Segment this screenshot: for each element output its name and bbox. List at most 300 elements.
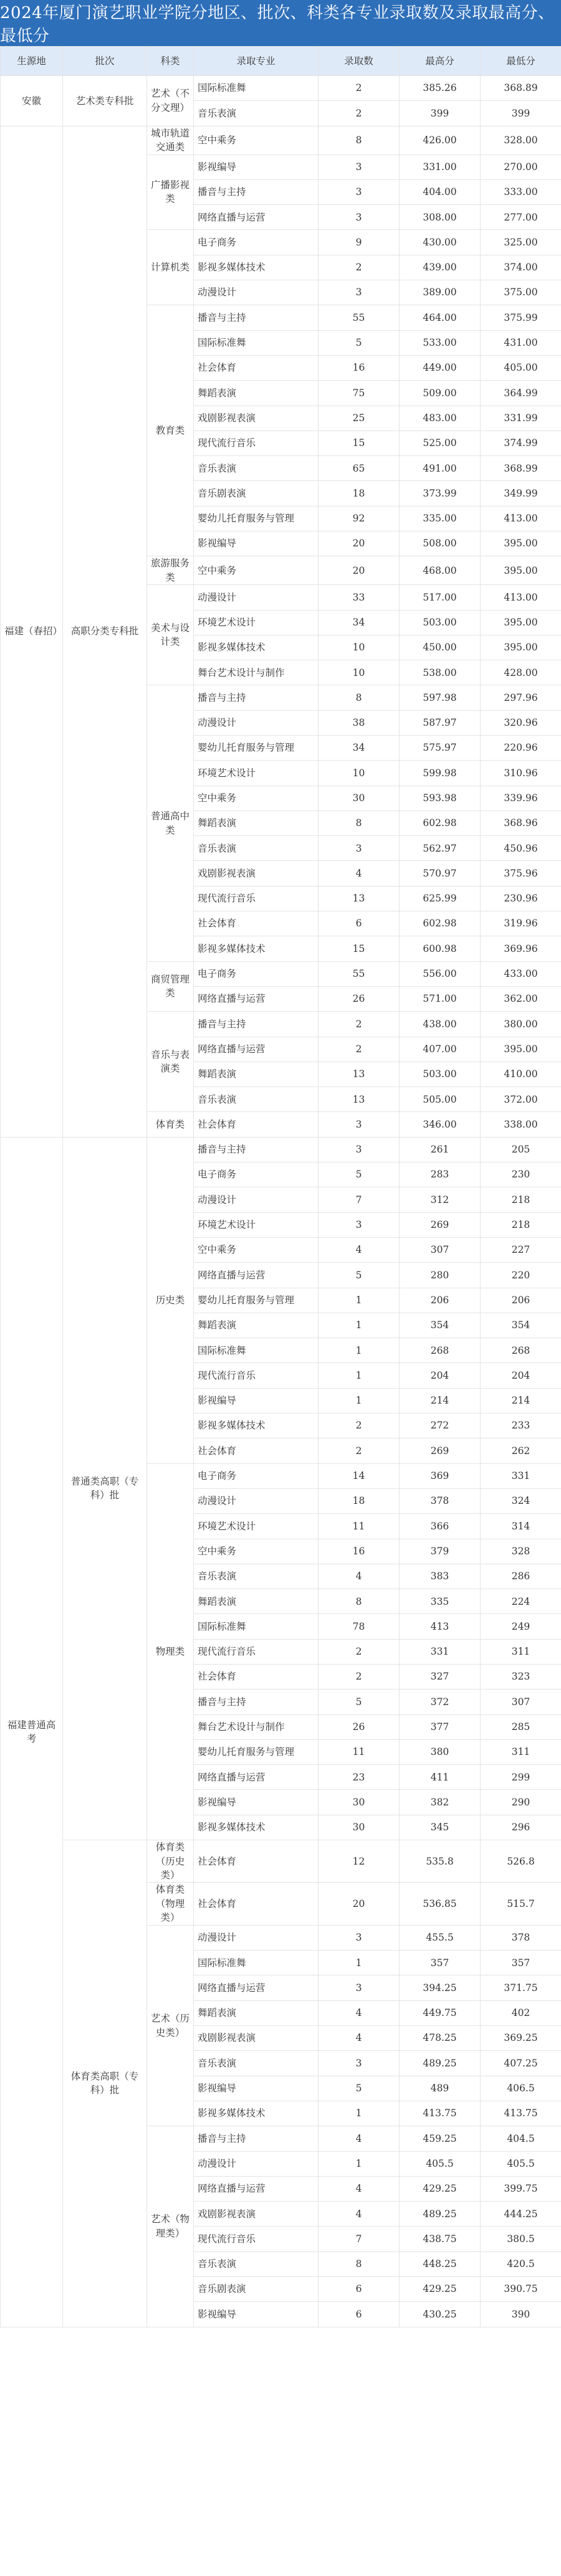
min-score-cell: 395.00 <box>481 556 561 585</box>
min-score-cell: 220 <box>481 1263 561 1288</box>
max-score-cell: 448.25 <box>400 2251 481 2276</box>
count-cell: 1 <box>319 1338 400 1363</box>
major-cell: 音乐剧表演 <box>194 481 319 506</box>
count-cell: 2 <box>319 101 400 126</box>
major-cell: 现代流行音乐 <box>194 1639 319 1664</box>
max-score-cell: 430.25 <box>400 2302 481 2327</box>
count-cell: 30 <box>319 1815 400 1840</box>
max-score-cell: 575.97 <box>400 736 481 761</box>
min-score-cell: 262 <box>481 1438 561 1463</box>
major-cell: 戏剧影视表演 <box>194 2202 319 2227</box>
max-score-cell: 449.00 <box>400 355 481 380</box>
count-cell: 78 <box>319 1614 400 1639</box>
major-cell: 音乐表演 <box>194 836 319 861</box>
min-score-cell: 230.96 <box>481 886 561 911</box>
major-cell: 音乐表演 <box>194 2251 319 2276</box>
major-cell: 戏剧影视表演 <box>194 2026 319 2051</box>
count-cell: 6 <box>319 2277 400 2302</box>
major-cell: 舞蹈表演 <box>194 1062 319 1086</box>
table-row <box>1 76 561 101</box>
min-score-cell: 380.00 <box>481 1012 561 1037</box>
max-score-cell: 602.98 <box>400 810 481 835</box>
major-cell: 空中乘务 <box>194 1539 319 1564</box>
count-cell: 1 <box>319 1951 400 1975</box>
min-score-cell: 270.00 <box>481 154 561 179</box>
min-score-cell: 406.5 <box>481 2076 561 2101</box>
category-cell: 历史类 <box>147 1137 194 1463</box>
max-score-cell: 538.00 <box>400 660 481 685</box>
category-cell: 体育类（历史类） <box>147 1840 194 1883</box>
count-cell: 4 <box>319 2176 400 2201</box>
min-score-cell: 375.96 <box>481 861 561 886</box>
min-score-cell: 325.00 <box>481 230 561 255</box>
major-cell: 舞蹈表演 <box>194 1313 319 1338</box>
min-score-cell: 339.96 <box>481 786 561 810</box>
max-score-cell: 508.00 <box>400 531 481 556</box>
count-cell: 3 <box>319 1137 400 1162</box>
count-cell: 33 <box>319 585 400 610</box>
count-cell: 8 <box>319 1589 400 1614</box>
max-score-cell: 327 <box>400 1664 481 1689</box>
min-score-cell: 354 <box>481 1313 561 1338</box>
max-score-cell: 383 <box>400 1564 481 1589</box>
major-cell: 动漫设计 <box>194 1187 319 1212</box>
major-cell: 影视编导 <box>194 531 319 556</box>
col-header-major: 录取专业 <box>194 47 319 76</box>
major-cell: 现代流行音乐 <box>194 1363 319 1388</box>
min-score-cell: 450.96 <box>481 836 561 861</box>
major-cell: 环境艺术设计 <box>194 610 319 635</box>
count-cell: 14 <box>319 1463 400 1488</box>
min-score-cell: 362.00 <box>481 986 561 1011</box>
min-score-cell: 413.75 <box>481 2101 561 2126</box>
max-score-cell: 426.00 <box>400 126 481 154</box>
min-score-cell: 285 <box>481 1714 561 1739</box>
major-cell: 动漫设计 <box>194 585 319 610</box>
major-cell: 动漫设计 <box>194 1925 319 1950</box>
count-cell: 2 <box>319 1664 400 1689</box>
major-cell: 现代流行音乐 <box>194 2227 319 2251</box>
major-cell: 网络直播与运营 <box>194 1975 319 2000</box>
count-cell: 3 <box>319 1112 400 1137</box>
col-header-region: 生源地 <box>1 47 63 76</box>
category-cell: 广播影视类 <box>147 154 194 230</box>
major-cell: 播音与主持 <box>194 179 319 204</box>
major-cell: 空中乘务 <box>194 1237 319 1262</box>
category-cell: 体育类 <box>147 1112 194 1137</box>
max-score-cell: 450.00 <box>400 635 481 660</box>
max-score-cell: 503.00 <box>400 1062 481 1086</box>
min-score-cell: 320.96 <box>481 710 561 735</box>
max-score-cell: 455.5 <box>400 1925 481 1950</box>
min-score-cell: 395.00 <box>481 610 561 635</box>
min-score-cell: 402 <box>481 2000 561 2025</box>
category-cell: 美术与设计类 <box>147 585 194 685</box>
region-cell: 安徽 <box>1 76 63 126</box>
major-cell: 国际标准舞 <box>194 1614 319 1639</box>
max-score-cell: 468.00 <box>400 556 481 585</box>
count-cell: 16 <box>319 1539 400 1564</box>
count-cell: 12 <box>319 1840 400 1883</box>
max-score-cell: 413 <box>400 1614 481 1639</box>
max-score-cell: 525.00 <box>400 430 481 455</box>
max-score-cell: 429.25 <box>400 2176 481 2201</box>
min-score-cell: 331.99 <box>481 406 561 430</box>
min-score-cell: 296 <box>481 1815 561 1840</box>
count-cell: 26 <box>319 986 400 1011</box>
count-cell: 3 <box>319 205 400 230</box>
category-cell: 体育类（物理类） <box>147 1883 194 1925</box>
count-cell: 38 <box>319 710 400 735</box>
max-score-cell: 459.25 <box>400 2126 481 2151</box>
max-score-cell: 562.97 <box>400 836 481 861</box>
major-cell: 环境艺术设计 <box>194 1514 319 1539</box>
page-title: 2024年厦门演艺职业学院分地区、批次、科类各专业录取数及录取最高分、最低分 <box>0 0 561 46</box>
max-score-cell: 535.8 <box>400 1840 481 1883</box>
major-cell: 影视多媒体技术 <box>194 255 319 280</box>
major-cell: 社会体育 <box>194 1438 319 1463</box>
major-cell: 现代流行音乐 <box>194 430 319 455</box>
count-cell: 11 <box>319 1739 400 1764</box>
min-score-cell: 433.00 <box>481 961 561 986</box>
major-cell: 动漫设计 <box>194 280 319 305</box>
max-score-cell: 430.00 <box>400 230 481 255</box>
major-cell: 网络直播与运营 <box>194 2176 319 2201</box>
max-score-cell: 345 <box>400 1815 481 1840</box>
count-cell: 92 <box>319 506 400 531</box>
count-cell: 3 <box>319 1925 400 1950</box>
min-score-cell: 224 <box>481 1589 561 1614</box>
min-score-cell: 314 <box>481 1514 561 1539</box>
count-cell: 7 <box>319 1187 400 1212</box>
major-cell: 电子商务 <box>194 230 319 255</box>
major-cell: 网络直播与运营 <box>194 986 319 1011</box>
count-cell: 16 <box>319 355 400 380</box>
major-cell: 社会体育 <box>194 1664 319 1689</box>
min-score-cell: 420.5 <box>481 2251 561 2276</box>
major-cell: 播音与主持 <box>194 685 319 710</box>
count-cell: 55 <box>319 961 400 986</box>
table-body <box>1 76 561 2327</box>
major-cell: 舞台艺术设计与制作 <box>194 660 319 685</box>
min-score-cell: 230 <box>481 1162 561 1187</box>
major-cell: 社会体育 <box>194 1840 319 1883</box>
major-cell: 影视编导 <box>194 154 319 179</box>
max-score-cell: 438.00 <box>400 1012 481 1037</box>
major-cell: 社会体育 <box>194 1883 319 1925</box>
major-cell: 影视编导 <box>194 2076 319 2101</box>
count-cell: 4 <box>319 861 400 886</box>
max-score-cell: 571.00 <box>400 986 481 1011</box>
count-cell: 10 <box>319 761 400 786</box>
max-score-cell: 464.00 <box>400 305 481 330</box>
min-score-cell: 214 <box>481 1388 561 1413</box>
min-score-cell: 369.25 <box>481 2026 561 2051</box>
major-cell: 音乐表演 <box>194 2051 319 2076</box>
count-cell: 18 <box>319 481 400 506</box>
max-score-cell: 214 <box>400 1388 481 1413</box>
max-score-cell: 491.00 <box>400 456 481 481</box>
min-score-cell: 404.5 <box>481 2126 561 2151</box>
batch-cell: 艺术类专科批 <box>63 76 147 126</box>
major-cell: 国际标准舞 <box>194 330 319 355</box>
count-cell: 2 <box>319 1414 400 1438</box>
count-cell: 5 <box>319 330 400 355</box>
count-cell: 1 <box>319 1313 400 1338</box>
count-cell: 4 <box>319 2126 400 2151</box>
min-score-cell: 431.00 <box>481 330 561 355</box>
min-score-cell: 307 <box>481 1690 561 1714</box>
max-score-cell: 438.75 <box>400 2227 481 2251</box>
major-cell: 动漫设计 <box>194 710 319 735</box>
major-cell: 影视编导 <box>194 2302 319 2327</box>
min-score-cell: 338.00 <box>481 1112 561 1137</box>
category-cell: 商贸管理类 <box>147 961 194 1012</box>
major-cell: 影视多媒体技术 <box>194 936 319 961</box>
major-cell: 影视多媒体技术 <box>194 2101 319 2126</box>
count-cell: 3 <box>319 1975 400 2000</box>
major-cell: 国际标准舞 <box>194 76 319 101</box>
min-score-cell: 328 <box>481 1539 561 1564</box>
count-cell: 30 <box>319 1790 400 1815</box>
major-cell: 国际标准舞 <box>194 1338 319 1363</box>
count-cell: 8 <box>319 126 400 154</box>
min-score-cell: 407.25 <box>481 2051 561 2076</box>
major-cell: 婴幼儿托育服务与管理 <box>194 1739 319 1764</box>
min-score-cell: 413.00 <box>481 585 561 610</box>
min-score-cell: 368.89 <box>481 76 561 101</box>
count-cell: 5 <box>319 1263 400 1288</box>
min-score-cell: 299 <box>481 1765 561 1790</box>
major-cell: 网络直播与运营 <box>194 1263 319 1288</box>
major-cell: 音乐表演 <box>194 101 319 126</box>
col-header-max-score: 最高分 <box>400 47 481 76</box>
count-cell: 8 <box>319 685 400 710</box>
count-cell: 2 <box>319 1639 400 1664</box>
major-cell: 播音与主持 <box>194 1137 319 1162</box>
major-cell: 婴幼儿托育服务与管理 <box>194 1288 319 1313</box>
count-cell: 1 <box>319 2101 400 2126</box>
category-cell: 艺术（物理类） <box>147 2126 194 2327</box>
max-score-cell: 489.25 <box>400 2202 481 2227</box>
category-cell: 物理类 <box>147 1463 194 1840</box>
max-score-cell: 587.97 <box>400 710 481 735</box>
max-score-cell: 308.00 <box>400 205 481 230</box>
count-cell: 5 <box>319 1162 400 1187</box>
max-score-cell: 413.75 <box>400 2101 481 2126</box>
max-score-cell: 570.97 <box>400 861 481 886</box>
count-cell: 7 <box>319 2227 400 2251</box>
max-score-cell: 405.5 <box>400 2151 481 2176</box>
count-cell: 13 <box>319 1062 400 1086</box>
table-row <box>1 1840 561 1883</box>
major-cell: 动漫设计 <box>194 2151 319 2176</box>
count-cell: 9 <box>319 230 400 255</box>
major-cell: 婴幼儿托育服务与管理 <box>194 506 319 531</box>
count-cell: 65 <box>319 456 400 481</box>
min-score-cell: 364.99 <box>481 381 561 406</box>
major-cell: 影视编导 <box>194 1388 319 1413</box>
min-score-cell: 204 <box>481 1363 561 1388</box>
max-score-cell: 593.98 <box>400 786 481 810</box>
min-score-cell: 374.99 <box>481 430 561 455</box>
count-cell: 3 <box>319 154 400 179</box>
min-score-cell: 526.8 <box>481 1840 561 1883</box>
category-cell: 艺术（历史类） <box>147 1925 194 2126</box>
major-cell: 音乐表演 <box>194 1564 319 1589</box>
col-header-min-score: 最低分 <box>481 47 561 76</box>
major-cell: 空中乘务 <box>194 556 319 585</box>
max-score-cell: 372 <box>400 1690 481 1714</box>
max-score-cell: 378 <box>400 1488 481 1513</box>
max-score-cell: 439.00 <box>400 255 481 280</box>
min-score-cell: 399 <box>481 101 561 126</box>
min-score-cell: 205 <box>481 1137 561 1162</box>
count-cell: 8 <box>319 2251 400 2276</box>
count-cell: 13 <box>319 1087 400 1112</box>
col-header-batch: 批次 <box>63 47 147 76</box>
min-score-cell: 310.96 <box>481 761 561 786</box>
count-cell: 8 <box>319 810 400 835</box>
min-score-cell: 368.99 <box>481 456 561 481</box>
max-score-cell: 373.99 <box>400 481 481 506</box>
max-score-cell: 599.98 <box>400 761 481 786</box>
count-cell: 18 <box>319 1488 400 1513</box>
count-cell: 75 <box>319 381 400 406</box>
count-cell: 26 <box>319 1714 400 1739</box>
min-score-cell: 311 <box>481 1639 561 1664</box>
min-score-cell: 220.96 <box>481 736 561 761</box>
major-cell: 影视多媒体技术 <box>194 1815 319 1840</box>
max-score-cell: 503.00 <box>400 610 481 635</box>
min-score-cell: 206 <box>481 1288 561 1313</box>
count-cell: 2 <box>319 255 400 280</box>
min-score-cell: 444.25 <box>481 2202 561 2227</box>
major-cell: 社会体育 <box>194 911 319 936</box>
max-score-cell: 357 <box>400 1951 481 1975</box>
min-score-cell: 233 <box>481 1414 561 1438</box>
min-score-cell: 277.00 <box>481 205 561 230</box>
min-score-cell: 249 <box>481 1614 561 1639</box>
max-score-cell: 625.99 <box>400 886 481 911</box>
major-cell: 舞蹈表演 <box>194 1589 319 1614</box>
max-score-cell: 312 <box>400 1187 481 1212</box>
max-score-cell: 600.98 <box>400 936 481 961</box>
count-cell: 4 <box>319 2202 400 2227</box>
min-score-cell: 218 <box>481 1212 561 1237</box>
admission-table <box>0 46 561 2327</box>
max-score-cell: 283 <box>400 1162 481 1187</box>
category-cell: 城市轨道交通类 <box>147 126 194 154</box>
table-row <box>1 126 561 154</box>
min-score-cell: 218 <box>481 1187 561 1212</box>
max-score-cell: 478.25 <box>400 2026 481 2051</box>
count-cell: 3 <box>319 836 400 861</box>
min-score-cell: 328.00 <box>481 126 561 154</box>
count-cell: 34 <box>319 736 400 761</box>
major-cell: 舞蹈表演 <box>194 381 319 406</box>
count-cell: 1 <box>319 1388 400 1413</box>
major-cell: 网络直播与运营 <box>194 205 319 230</box>
major-cell: 网络直播与运营 <box>194 1765 319 1790</box>
major-cell: 婴幼儿托育服务与管理 <box>194 736 319 761</box>
max-score-cell: 366 <box>400 1514 481 1539</box>
min-score-cell: 368.96 <box>481 810 561 835</box>
count-cell: 20 <box>319 556 400 585</box>
major-cell: 戏剧影视表演 <box>194 406 319 430</box>
major-cell: 环境艺术设计 <box>194 1212 319 1237</box>
max-score-cell: 369 <box>400 1463 481 1488</box>
max-score-cell: 269 <box>400 1438 481 1463</box>
major-cell: 现代流行音乐 <box>194 886 319 911</box>
batch-cell: 高职分类专科批 <box>63 126 147 1137</box>
major-cell: 播音与主持 <box>194 305 319 330</box>
major-cell: 电子商务 <box>194 1463 319 1488</box>
count-cell: 34 <box>319 610 400 635</box>
max-score-cell: 489 <box>400 2076 481 2101</box>
col-header-category: 科类 <box>147 47 194 76</box>
min-score-cell: 324 <box>481 1488 561 1513</box>
count-cell: 3 <box>319 179 400 204</box>
major-cell: 影视编导 <box>194 1790 319 1815</box>
max-score-cell: 382 <box>400 1790 481 1815</box>
count-cell: 55 <box>319 305 400 330</box>
min-score-cell: 380.5 <box>481 2227 561 2251</box>
major-cell: 舞台艺术设计与制作 <box>194 1714 319 1739</box>
region-cell: 福建（春招） <box>1 126 63 1137</box>
min-score-cell: 333.00 <box>481 179 561 204</box>
count-cell: 5 <box>319 2076 400 2101</box>
max-score-cell: 335 <box>400 1589 481 1614</box>
min-score-cell: 357 <box>481 1951 561 1975</box>
count-cell: 20 <box>319 531 400 556</box>
max-score-cell: 602.98 <box>400 911 481 936</box>
count-cell: 20 <box>319 1883 400 1925</box>
max-score-cell: 536.85 <box>400 1883 481 1925</box>
max-score-cell: 331.00 <box>400 154 481 179</box>
min-score-cell: 390 <box>481 2302 561 2327</box>
max-score-cell: 556.00 <box>400 961 481 986</box>
category-cell: 艺术（不分文理） <box>147 76 194 126</box>
min-score-cell: 428.00 <box>481 660 561 685</box>
major-cell: 音乐表演 <box>194 1087 319 1112</box>
min-score-cell: 374.00 <box>481 255 561 280</box>
count-cell: 4 <box>319 1564 400 1589</box>
major-cell: 播音与主持 <box>194 1690 319 1714</box>
count-cell: 25 <box>319 406 400 430</box>
min-score-cell: 369.96 <box>481 936 561 961</box>
min-score-cell: 297.96 <box>481 685 561 710</box>
max-score-cell: 280 <box>400 1263 481 1288</box>
max-score-cell: 483.00 <box>400 406 481 430</box>
major-cell: 社会体育 <box>194 355 319 380</box>
max-score-cell: 206 <box>400 1288 481 1313</box>
min-score-cell: 286 <box>481 1564 561 1589</box>
max-score-cell: 404.00 <box>400 179 481 204</box>
min-score-cell: 378 <box>481 1925 561 1950</box>
min-score-cell: 331 <box>481 1463 561 1488</box>
count-cell: 2 <box>319 76 400 101</box>
count-cell: 1 <box>319 1363 400 1388</box>
major-cell: 空中乘务 <box>194 126 319 154</box>
count-cell: 1 <box>319 1288 400 1313</box>
count-cell: 13 <box>319 886 400 911</box>
max-score-cell: 429.25 <box>400 2277 481 2302</box>
count-cell: 4 <box>319 1237 400 1262</box>
min-score-cell: 405.00 <box>481 355 561 380</box>
col-header-count: 录取数 <box>319 47 400 76</box>
count-cell: 4 <box>319 2000 400 2025</box>
